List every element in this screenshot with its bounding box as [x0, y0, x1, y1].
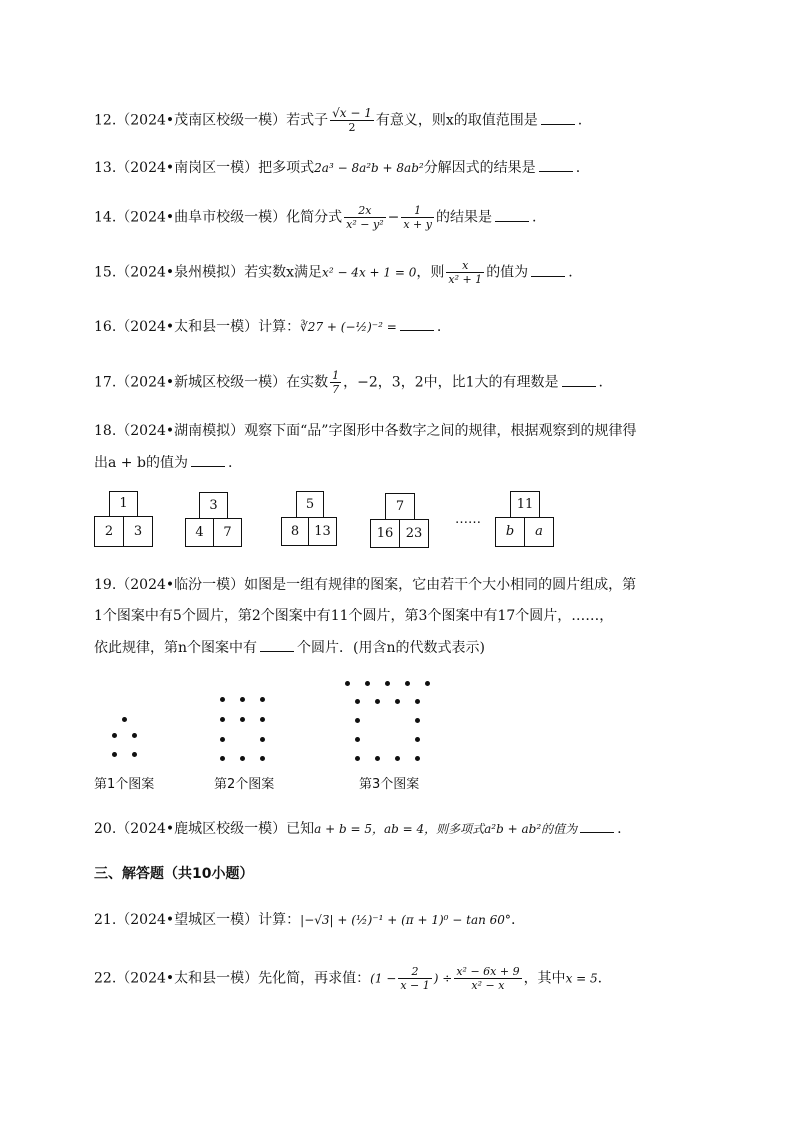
- q15-suffix: 的值为: [486, 264, 529, 281]
- q12-numerator: √x − 1: [332, 106, 372, 120]
- question-19-line-3: [94, 637, 485, 658]
- section-heading: 三、解答题（共10小题）: [94, 866, 254, 882]
- disc: [260, 717, 265, 722]
- q15-fraction: [446, 259, 484, 286]
- question-22: [94, 965, 602, 992]
- pin-right-cell: a: [524, 517, 554, 547]
- period: .: [436, 319, 442, 335]
- q12-denominator: 2: [348, 121, 356, 134]
- q14-numerator-2: 1: [401, 204, 434, 218]
- period: .: [598, 374, 603, 391]
- pin-left-cell: b: [495, 517, 525, 547]
- pin-right-cell: 3: [123, 516, 153, 547]
- disc: [112, 733, 117, 738]
- disc: [375, 699, 380, 704]
- q17-fraction: [330, 369, 341, 396]
- disc: [375, 756, 380, 761]
- q12-fraction: [330, 107, 374, 134]
- answer-blank: [191, 452, 225, 467]
- disc: [355, 756, 360, 761]
- disc: [385, 681, 390, 686]
- question-18-line-2: [94, 452, 232, 473]
- q21-text: 21.（2024•望城区一模）计算：: [94, 912, 301, 928]
- pin-right-cell: 7: [213, 518, 242, 547]
- q20-expression: a + b = 5，ab = 4，则多项式a²b + ab²的值为: [314, 822, 578, 836]
- caption-pattern-2: 第2个图案: [214, 777, 275, 792]
- disc: [220, 697, 225, 702]
- question-12: [94, 107, 582, 134]
- answer-blank: [562, 372, 596, 387]
- disc: [415, 699, 420, 704]
- disc: [415, 737, 420, 742]
- answer-blank: [531, 262, 565, 277]
- period: .: [597, 970, 603, 987]
- q14-numerator-1: 2x: [344, 204, 385, 218]
- q13-text: 13.（2024•南岗区一模）把多项式: [94, 160, 315, 176]
- disc: [240, 756, 245, 761]
- q13-expression: 2a³ − 8a²b + 8ab²: [314, 161, 424, 175]
- q12-suffix: 有意义，则x的取值范围是: [375, 112, 538, 129]
- q22-part-2: ) ÷: [433, 971, 453, 986]
- disc: [355, 718, 360, 723]
- q14-minus: −: [387, 209, 400, 226]
- answer-blank: [539, 157, 573, 172]
- q14-denominator-2: x + y: [403, 218, 432, 231]
- q15-numerator: x: [446, 259, 484, 273]
- q18-text: 出a + b的值为: [94, 455, 188, 471]
- disc: [220, 717, 225, 722]
- disc: [122, 717, 127, 722]
- disc: [355, 737, 360, 742]
- q17-text: 17.（2024•新城区校级一模）在实数: [94, 374, 329, 391]
- q22-part-1: (1 −: [370, 971, 397, 986]
- q14-text: 14.（2024•曲阜市校级一模）化简分式: [94, 209, 343, 226]
- caption-pattern-1: 第1个图案: [94, 777, 155, 792]
- q19-suffix: 个圆片．(用含n的代数式表示): [297, 640, 485, 656]
- q16-text: 16.（2024•太和县一模）计算：: [94, 319, 301, 335]
- period: .: [575, 160, 581, 176]
- q19-text: 依此规律，第n个图案中有: [94, 640, 258, 656]
- ellipsis: ……: [455, 512, 481, 527]
- pin-top-cell: 1: [109, 491, 138, 517]
- pin-left-cell: 2: [94, 516, 124, 547]
- q22-condition: x = 5: [565, 971, 598, 986]
- q20-text: 20.（2024•鹿城区校级一模）已知: [94, 821, 315, 837]
- pin-right-cell: 13: [308, 517, 337, 546]
- disc: [355, 699, 360, 704]
- pin-top-cell: 11: [510, 491, 540, 518]
- q13-suffix: 分解因式的结果是: [423, 160, 536, 176]
- disc: [415, 756, 420, 761]
- q22-text: 22.（2024•太和县一模）先化简，再求值：: [94, 970, 371, 987]
- q12-text: 12.（2024•茂南区校级一模）若式子: [94, 112, 329, 129]
- answer-blank: [580, 818, 614, 833]
- caption-pattern-3: 第3个图案: [359, 777, 420, 792]
- question-19-line-2: 1个图案中有5个圆片，第2个图案中有11个圆片，第3个图案中有17个圆片，……，: [94, 608, 614, 624]
- q17-suffix: ，−2，3，2中，比1大的有理数是: [343, 374, 559, 391]
- q14-fraction-1: [344, 204, 385, 231]
- q22-fraction-1: [398, 965, 431, 992]
- question-21: [94, 910, 515, 930]
- q14-fraction-2: [401, 204, 434, 231]
- disc: [220, 737, 225, 742]
- question-19-line-1: 19.（2024•临汾一模）如图是一组有规律的图案，它由若干个大小相同的圆片组成，第: [94, 577, 637, 593]
- q17-numerator: 1: [332, 369, 340, 382]
- period: .: [227, 455, 233, 471]
- period: .: [617, 821, 622, 837]
- q17-denominator: 7: [332, 383, 340, 396]
- period: .: [510, 912, 516, 928]
- disc: [260, 697, 265, 702]
- answer-blank: [541, 110, 575, 125]
- pin-left-cell: 4: [185, 518, 214, 547]
- q22-denominator-1: x − 1: [400, 979, 430, 992]
- answer-blank: [400, 316, 434, 331]
- disc: [220, 756, 225, 761]
- disc: [260, 737, 265, 742]
- pin-left-cell: 16: [370, 519, 400, 548]
- q14-denominator-1: x² − y²: [346, 218, 384, 231]
- disc: [425, 681, 430, 686]
- q15-text: 15.（2024•泉州模拟）若实数x满足: [94, 264, 323, 281]
- pin-right-cell: 23: [399, 519, 429, 548]
- disc: [112, 752, 117, 757]
- pin-top-cell: 7: [385, 493, 415, 520]
- disc: [395, 756, 400, 761]
- disc: [132, 733, 137, 738]
- question-14: [94, 204, 536, 231]
- disc: [240, 697, 245, 702]
- q22-numerator-1: 2: [398, 965, 431, 979]
- disc: [260, 756, 265, 761]
- q14-suffix: 的结果是: [435, 209, 492, 226]
- q21-expression: |−√3| + (½)⁻¹ + (π + 1)⁰ − tan 60°: [300, 913, 511, 927]
- period: .: [577, 112, 583, 129]
- disc: [345, 681, 350, 686]
- question-16: [94, 316, 441, 337]
- disc: [132, 752, 137, 757]
- q15-mid: ，则: [416, 264, 445, 281]
- pin-left-cell: 8: [281, 517, 309, 546]
- answer-blank: [495, 207, 529, 222]
- q15-equation: x² − 4x + 1 = 0: [322, 265, 417, 280]
- disc: [415, 718, 420, 723]
- disc: [405, 681, 410, 686]
- question-13: [94, 157, 580, 178]
- disc: [365, 681, 370, 686]
- q16-expression: ∛27 + (−½)⁻² =: [300, 320, 397, 334]
- answer-blank: [260, 637, 294, 652]
- disc: [395, 699, 400, 704]
- pin-top-cell: 3: [199, 492, 228, 519]
- disc: [240, 717, 245, 722]
- q22-numerator-2: x² − 6x + 9: [456, 965, 520, 978]
- question-20: [94, 818, 622, 839]
- question-18-line-1: 18.（2024•湖南模拟）观察下面“品”字图形中各数字之间的规律，根据观察到的规律得: [94, 423, 637, 439]
- period: .: [568, 264, 573, 281]
- q15-denominator: x² + 1: [448, 273, 483, 286]
- period: .: [531, 209, 537, 226]
- question-15: [94, 259, 573, 286]
- q22-suffix: ，其中: [523, 970, 566, 987]
- q22-fraction-2: [454, 965, 521, 992]
- q22-denominator-2: x² − x: [471, 979, 505, 992]
- pin-top-cell: 5: [296, 491, 324, 518]
- question-17: [94, 369, 603, 396]
